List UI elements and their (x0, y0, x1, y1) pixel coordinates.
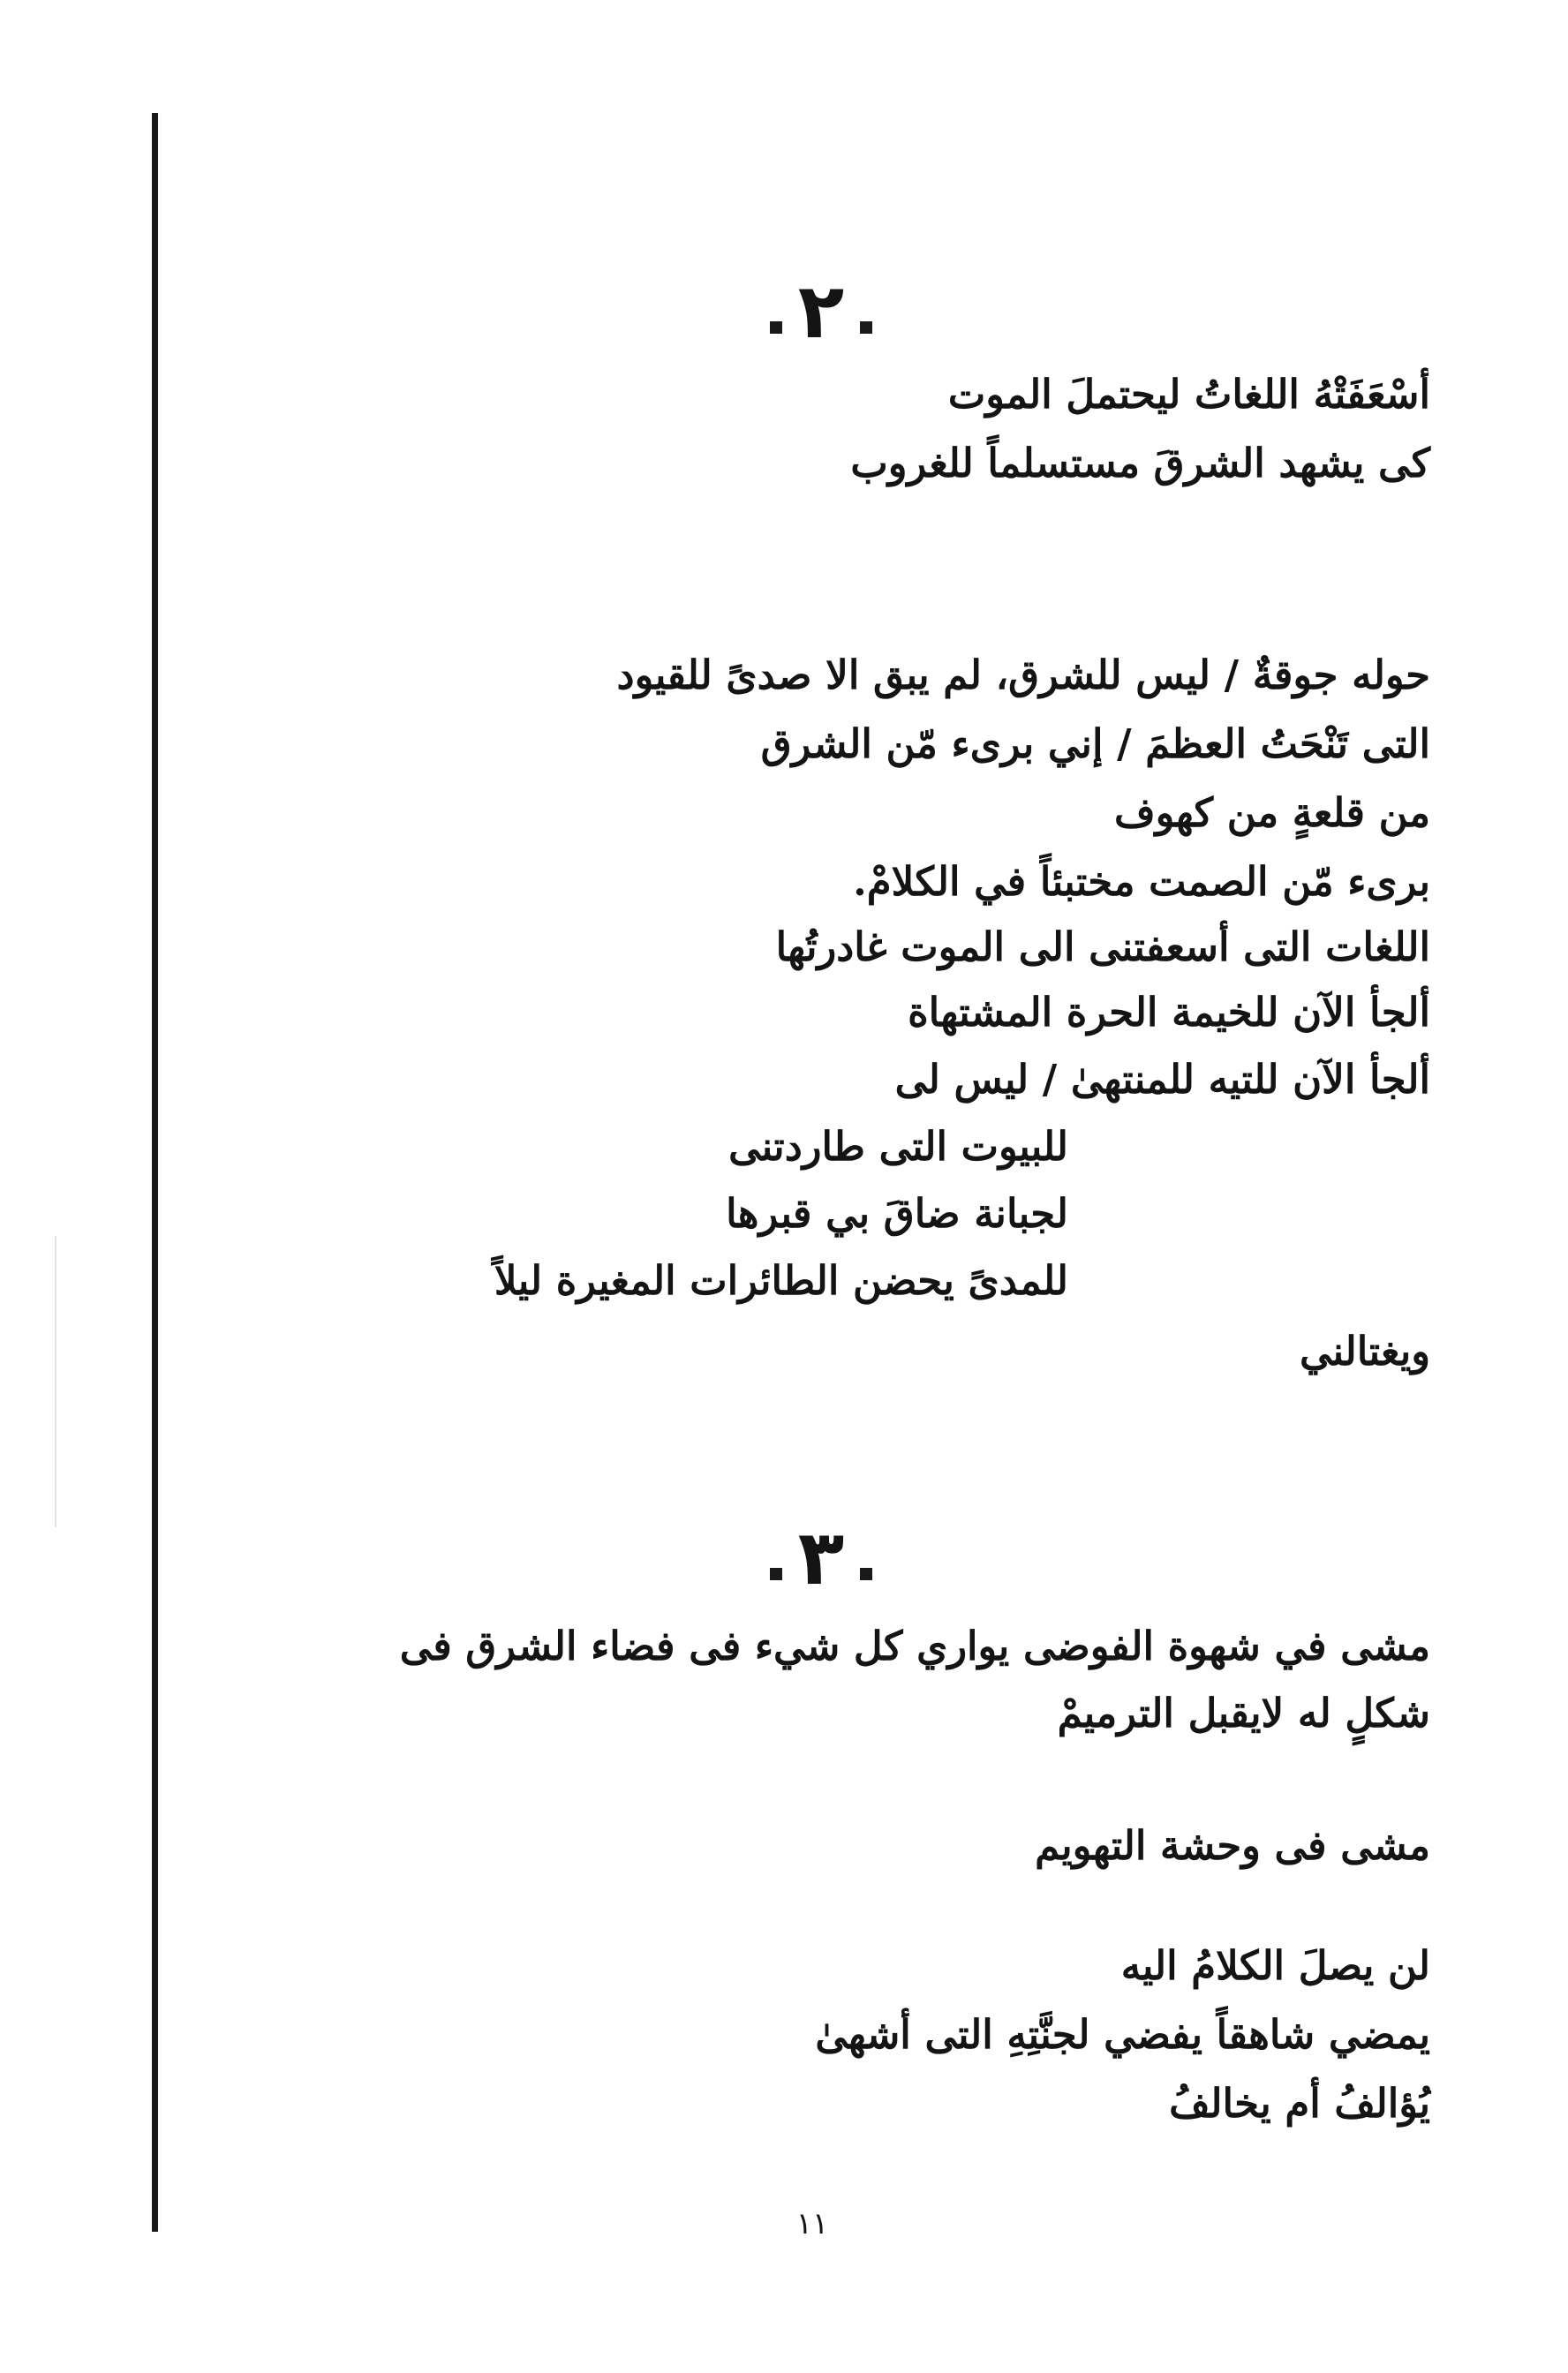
page-number: ١١ (795, 2206, 829, 2241)
poem-line: مشى في شهوة الفوضى يواري كل شيء فى فضاء الشرق فى (399, 1623, 1430, 1669)
poem-line: اللغات التى أسعفتنى الى الموت غادرتُها (775, 923, 1430, 970)
poem-line: حوله جوقةٌ / ليس للشرق، لم يبق الا صدىً للقيود (616, 652, 1430, 698)
section-number: ٢ (797, 267, 845, 356)
scan-edge-mark (55, 1236, 57, 1527)
margin-rule (152, 113, 158, 2232)
poem-line: ألجأ الآن للخيمة الحرة المشتهاة (908, 989, 1430, 1036)
poem-line: للبيوت التى طاردتنى (728, 1123, 1068, 1170)
poem-line: من قلعةٍ من كهوف (1113, 789, 1430, 836)
poem-line: ألجأ الآن للتيه للمنتهىٰ / ليس لى (894, 1056, 1430, 1103)
section-number: ٣ (797, 1514, 845, 1602)
poem-line: أسْعَفَتْهُ اللغاتُ ليحتملَ الموت (947, 371, 1430, 418)
poem-line: التى تَنْحَتُ العظمَ / إني برىء مّن الشرق (760, 720, 1430, 767)
poem-line: برىء مّن الصمت مختبئاً في الكلامْ. (853, 858, 1430, 905)
bullet-square (770, 1568, 782, 1580)
poem-line: كى يشهد الشرقَ مستسلماً للغروب (850, 440, 1430, 486)
poem-line: يُؤالفُ أم يخالفُ (1169, 2080, 1430, 2127)
bullet-square (860, 321, 872, 334)
poem-line: لن يصلَ الكلامُ اليه (1120, 1942, 1430, 1989)
section-heading-2 (697, 267, 945, 356)
poem-line: شكلٍ له لايقبل الترميمْ (1057, 1690, 1430, 1736)
section-heading-3 (697, 1514, 945, 1602)
poem-line: للمدىً يحضن الطائرات المغيرة ليلاً (494, 1257, 1068, 1304)
poem-line: لجبانة ضاقَ بي قبرها (726, 1190, 1068, 1237)
poem-line: ويغتالني (1299, 1328, 1430, 1375)
poem-line: مشى فى وحشة التهويم (1035, 1822, 1430, 1869)
bullet-square (770, 321, 782, 334)
poem-line: يمضي شاهقاً يفضي لجنَّتِهِ التى أشهىٰ (815, 2011, 1430, 2058)
bullet-square (860, 1568, 872, 1580)
